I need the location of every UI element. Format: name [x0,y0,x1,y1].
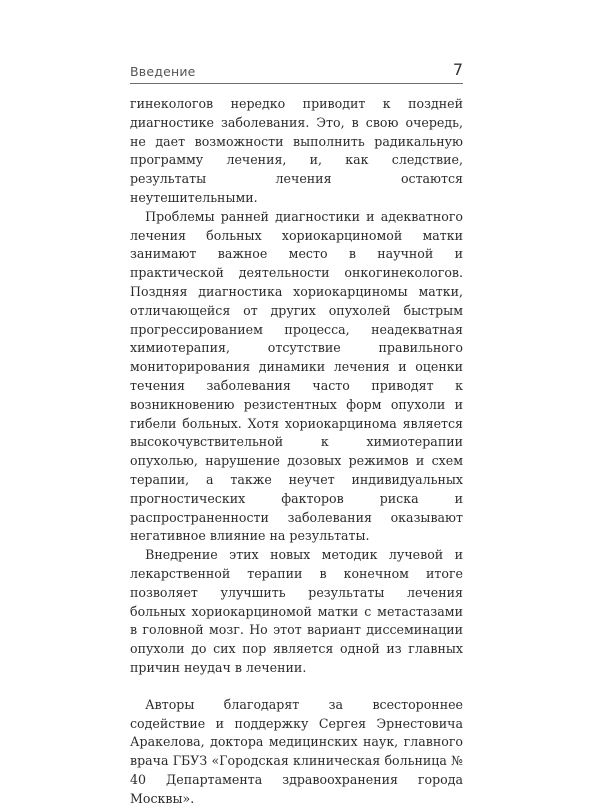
running-header [130,60,463,84]
section-title: Введение [130,64,196,79]
paragraph-methods: Внедрение этих новых методик лучевой и лекарственной терапии в конечном итоге позволяет улучшить результаты лечения больных хориокарциномой матки с метастазами в головной мозг. Но этот вариант диссеминации опухоли до сих пор является одной из главных причин неудач в лечении. [130,547,463,675]
paragraph-continuation: гинекологов нередко приводит к поздней диагностике заболевания. Это, в свою очередь, не дает возможности выполнить радикальную программу лечения, и, как следствие, результаты лечения остаются неутешительными. [130,96,463,205]
paragraph-acknowledgements: Авторы благодарят за всестороннее содействие и поддержку Сергея Эрнестовича Аракелова, доктора медицинских наук, главного врача ГБУЗ «Городская клиническая больница № 40 Департамента здравоохранения города Москвы». [130,696,463,806]
page-number: 7 [452,60,463,79]
header-divider [130,83,463,84]
body-text [130,95,463,808]
paragraph-problems: Проблемы ранней диагностики и адекватного лечения больных хориокарциномой матки занимают важное место в научной и практической деятельности онкогинекологов. Поздняя диагностика хориокарциномы матки, отличающейся от других опухолей быстрым прогрессированием процесса, неадекватная химиотерапия, отсутствие правильного мониторирования динамики лечения и оценки течения заболевания часто приводят к возникновению резистентных форм опухоли и гибели больных. Хотя хориокарцинома является высокочувствительной к химиотерапии опухолью, нарушение дозовых режимов и схем терапии, а также неучет индивидуальных прогностических факторов риска и распространенности заболевания оказывают негативное влияние на результаты. [130,208,463,544]
